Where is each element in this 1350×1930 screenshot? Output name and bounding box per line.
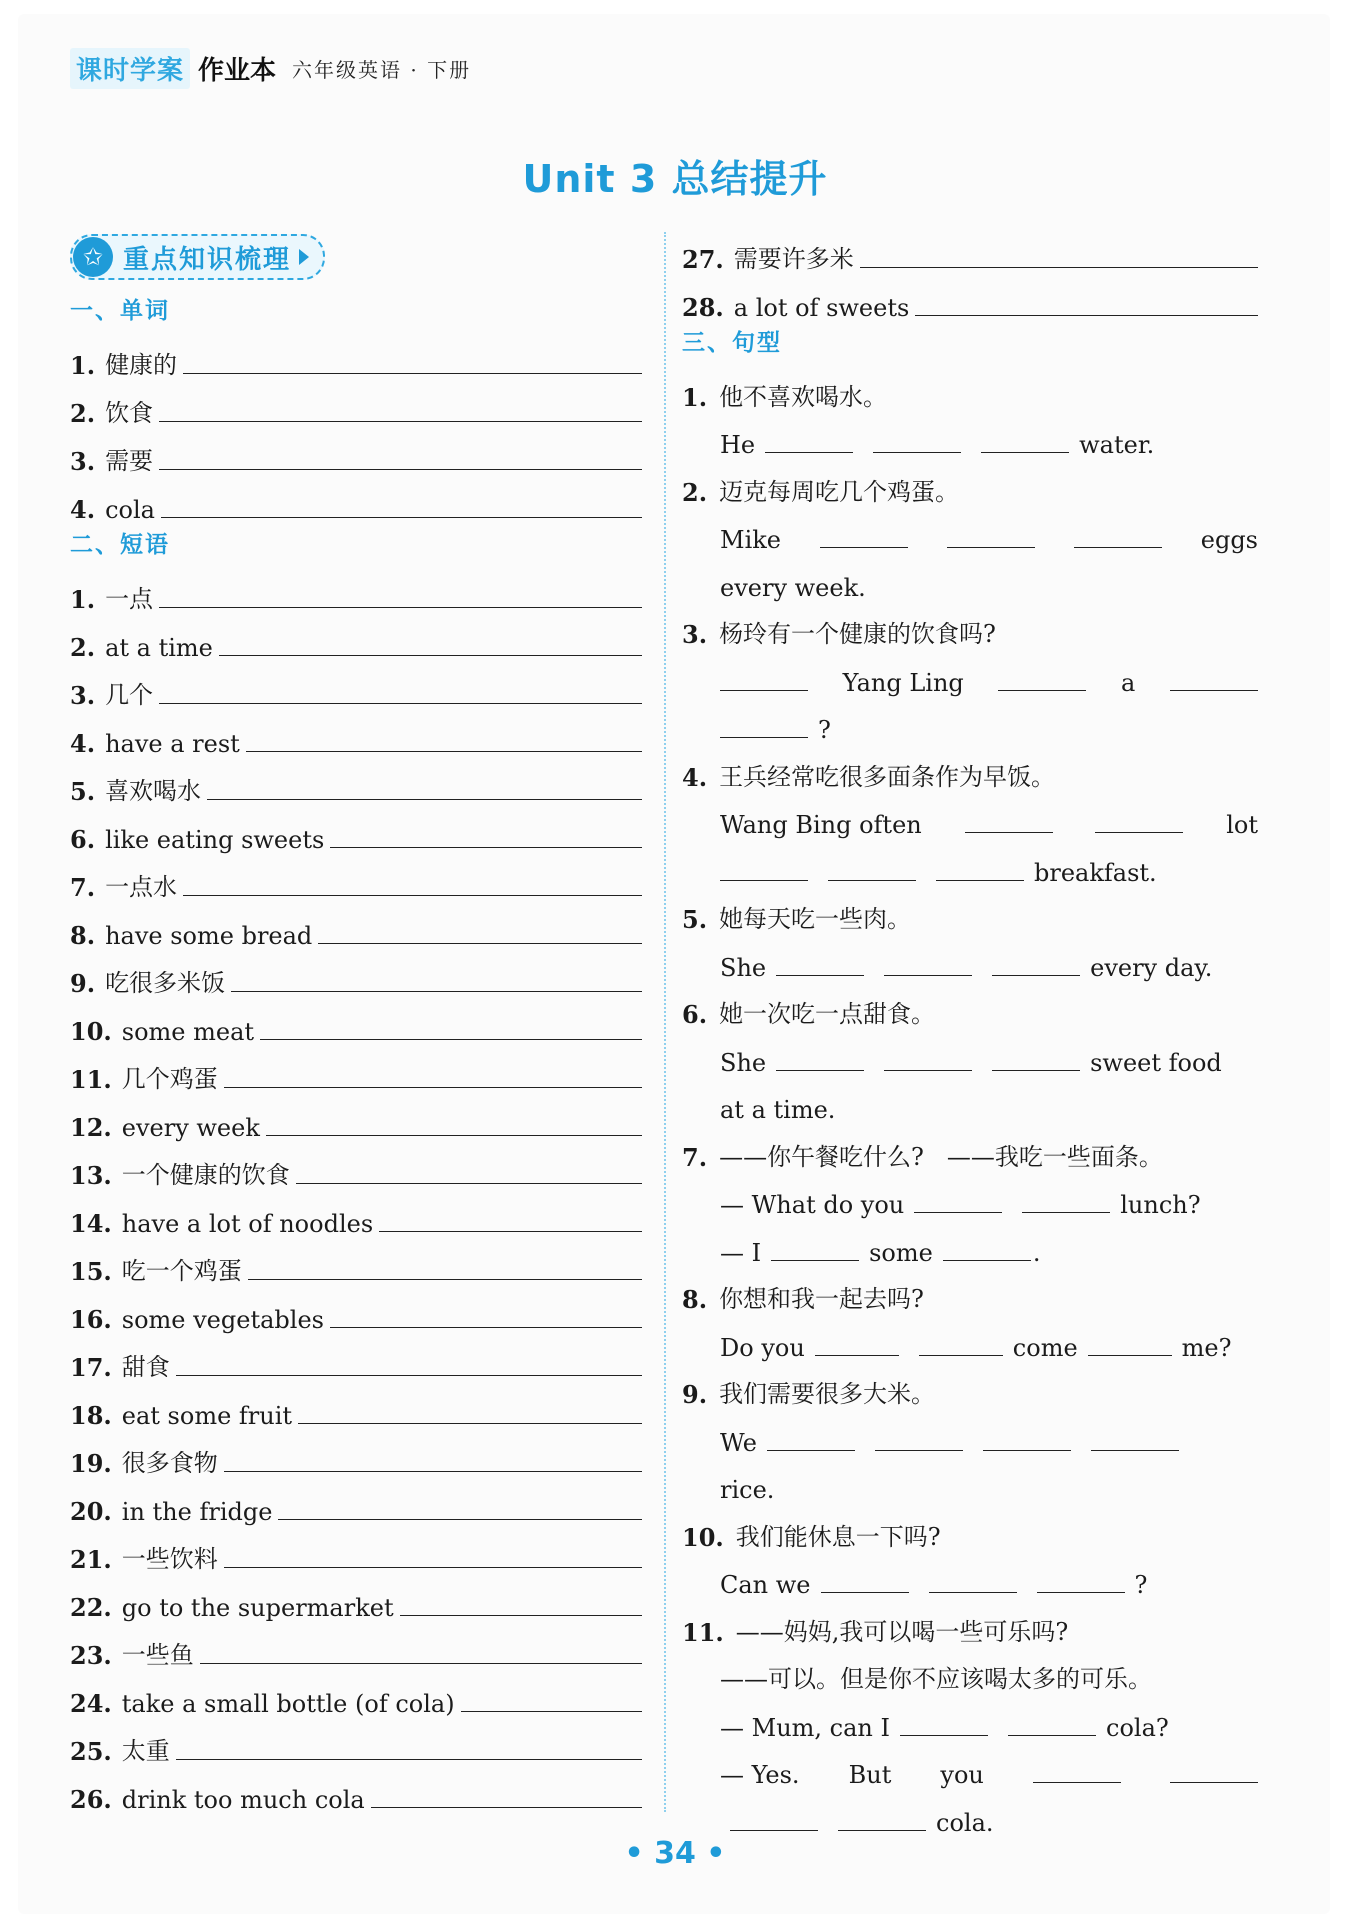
item-number: 8. [70, 921, 96, 950]
exercise-item [70, 902, 642, 950]
item-prompt: 几个 [105, 681, 154, 709]
chinese-prompt: ——你午餐吃什么? ——我吃一些面条。 [719, 1142, 1163, 1171]
answer-line[interactable] [159, 421, 642, 422]
item-prompt: 一些鱼 [121, 1641, 194, 1669]
exercise-item [70, 1478, 642, 1526]
exercise-item [70, 428, 642, 476]
answer-line[interactable] [207, 799, 642, 800]
answer-blank[interactable] [884, 974, 972, 976]
item-prompt: 几个鸡蛋 [121, 1065, 218, 1093]
answer-text: cola? [1106, 1713, 1169, 1742]
item-number: 6. [70, 825, 96, 854]
item-prompt: have a lot of noodles [121, 1210, 374, 1238]
item-number: 23. [70, 1641, 112, 1670]
answer-blank[interactable] [767, 1449, 855, 1451]
answer-blank[interactable] [919, 1354, 1003, 1356]
answer-line[interactable] [248, 1279, 642, 1280]
exercise-item [70, 1382, 642, 1430]
answer-text: — Yes. [720, 1761, 800, 1789]
answer-text: every day. [1090, 953, 1213, 982]
answer-blank[interactable] [820, 546, 908, 548]
item-number: 2. [70, 633, 96, 662]
chinese-prompt: 他不喜欢喝水。 [719, 382, 888, 411]
exercise-item [70, 1190, 642, 1238]
answer-blank[interactable] [929, 1591, 1017, 1593]
item-prompt: some vegetables [121, 1306, 324, 1334]
exercise-item [70, 476, 642, 524]
answer-text: ? [818, 716, 831, 744]
exercise-item [70, 806, 642, 854]
chinese-prompt: 她一次吃一点甜食。 [719, 1000, 936, 1028]
item-prompt: at a time [105, 634, 213, 662]
item-prompt: 吃一个鸡蛋 [121, 1257, 242, 1285]
exercise-item [70, 710, 642, 758]
answer-text: — I [720, 1238, 762, 1267]
question-number: 4. [682, 762, 708, 792]
chinese-prompt: 你想和我一起去吗? [719, 1285, 924, 1313]
exercise-item [70, 1142, 642, 1190]
item-number: 3. [70, 447, 96, 476]
badge-label: 重点知识梳理 [123, 244, 292, 275]
answer-blank[interactable] [821, 1591, 909, 1593]
item-number: 15. [70, 1257, 112, 1286]
question-number: 11. [682, 1617, 724, 1647]
answer-blank[interactable] [873, 451, 961, 453]
answer-line[interactable] [200, 1663, 642, 1664]
sentence-exercises [682, 364, 1258, 1837]
answer-text: ? [1134, 1571, 1148, 1599]
answer-line[interactable] [330, 847, 642, 848]
chinese-prompt: 我们需要很多大米。 [719, 1380, 936, 1408]
item-prompt: 健康的 [105, 351, 178, 379]
answer-text: We [720, 1428, 757, 1457]
item-number: 13. [70, 1161, 112, 1190]
item-number: 26. [70, 1785, 112, 1814]
answer-text: She [720, 1048, 767, 1077]
answer-blank[interactable] [965, 831, 1053, 833]
answer-blank[interactable] [983, 1449, 1071, 1451]
item-number: 7. [70, 873, 96, 902]
answer-line[interactable] [176, 1759, 642, 1760]
exercise-item [70, 1526, 642, 1574]
answer-blank[interactable] [1074, 546, 1162, 548]
exercise-item [70, 662, 642, 710]
answer-text: sweet food [1090, 1048, 1222, 1077]
answer-text: every week. [720, 573, 866, 602]
item-prompt: have some bread [105, 922, 313, 950]
answer-line[interactable] [224, 1471, 642, 1472]
answer-blank[interactable] [838, 1829, 926, 1831]
exercise-item [70, 1718, 642, 1766]
answer-text: at a time. [720, 1096, 836, 1124]
item-prompt: 很多食物 [121, 1449, 218, 1477]
answer-line[interactable] [371, 1807, 642, 1808]
exercise-item [682, 274, 1258, 322]
answer-blank[interactable] [943, 1259, 1031, 1261]
item-prompt: 一个健康的饮食 [121, 1161, 290, 1189]
exercise-item [70, 614, 642, 662]
answer-text: — Mum, can I [720, 1713, 890, 1742]
exercise-item [70, 332, 642, 380]
answer-line[interactable] [330, 1327, 642, 1328]
answer-line[interactable] [260, 1039, 642, 1040]
item-prompt: 吃很多米饭 [105, 969, 226, 997]
chinese-prompt: ——可以。但是你不应该喝太多的可乐。 [720, 1665, 1152, 1693]
item-number: 4. [70, 495, 96, 524]
answer-line[interactable] [183, 373, 642, 374]
section-heading-words: 一、单词 [70, 298, 170, 324]
exercise-item [70, 950, 642, 998]
answer-line[interactable] [224, 1567, 642, 1568]
answer-line[interactable] [161, 517, 642, 518]
item-prompt: cola [105, 496, 155, 524]
item-prompt: 一点 [105, 585, 154, 613]
answer-line[interactable] [400, 1615, 642, 1616]
answer-line[interactable] [296, 1183, 642, 1184]
item-number: 1. [70, 351, 96, 380]
question-number: 10. [682, 1522, 724, 1552]
answer-text: some [869, 1238, 933, 1267]
item-prompt: 一点水 [105, 873, 178, 901]
item-number: 28. [682, 293, 724, 322]
exercise-item [70, 854, 642, 902]
answer-blank[interactable] [992, 1069, 1080, 1071]
answer-text: — What do you [720, 1191, 905, 1219]
answer-line[interactable] [159, 703, 642, 704]
item-number: 4. [70, 729, 96, 758]
answer-blank[interactable] [1170, 689, 1258, 691]
item-number: 12. [70, 1113, 112, 1142]
answer-blank[interactable] [720, 879, 808, 881]
phrases-list-continued [682, 226, 1258, 322]
exercise-item [70, 1766, 642, 1814]
chinese-prompt: 迈克每周吃几个鸡蛋。 [719, 477, 960, 506]
answer-blank[interactable] [1091, 1449, 1179, 1451]
answer-blank[interactable] [1088, 1354, 1172, 1356]
answer-blank[interactable] [998, 689, 1086, 691]
page-number: • 34 • [624, 1836, 726, 1871]
exercise-item [70, 998, 642, 1046]
question-number: 7. [682, 1142, 708, 1172]
answer-line[interactable] [183, 895, 642, 896]
item-prompt: take a small bottle (of cola) [121, 1690, 455, 1718]
answer-blank[interactable] [1037, 1591, 1125, 1593]
chinese-prompt: ——妈妈,我可以喝一些可乐吗? [735, 1617, 1069, 1646]
answer-blank[interactable] [815, 1354, 899, 1356]
item-number: 22. [70, 1593, 112, 1622]
exercise-item [70, 566, 642, 614]
exercise-item [70, 1238, 642, 1286]
answer-blank[interactable] [1033, 1781, 1121, 1783]
answer-blank[interactable] [900, 1734, 988, 1736]
answer-line[interactable] [176, 1375, 642, 1376]
item-prompt: some meat [121, 1018, 255, 1046]
answer-line[interactable] [461, 1711, 642, 1712]
item-prompt: go to the supermarket [121, 1594, 394, 1622]
answer-text: rice. [720, 1476, 775, 1504]
answer-blank[interactable] [884, 1069, 972, 1071]
item-prompt: 需要 [105, 447, 154, 475]
page-title: Unit 3 总结提升 [522, 157, 828, 201]
item-prompt: like eating sweets [105, 826, 325, 854]
item-prompt: 一些饮料 [121, 1545, 218, 1573]
item-number: 10. [70, 1017, 112, 1046]
item-number: 5. [70, 777, 96, 806]
page-header [70, 48, 471, 88]
chinese-prompt: 她每天吃一些肉。 [719, 905, 912, 933]
answer-blank[interactable] [720, 689, 808, 691]
answer-line[interactable] [266, 1135, 642, 1136]
answer-text: Mike [720, 526, 781, 554]
triangle-right-icon [299, 249, 309, 265]
answer-text: come [1012, 1333, 1078, 1362]
item-prompt: 太重 [121, 1737, 170, 1765]
answer-blank[interactable] [981, 451, 1069, 453]
question-number: 1. [682, 382, 708, 412]
answer-line[interactable] [231, 991, 642, 992]
question-number: 9. [682, 1380, 708, 1409]
section-badge [70, 234, 325, 280]
item-number: 25. [70, 1737, 112, 1766]
item-prompt: 喜欢喝水 [105, 777, 202, 805]
answer-text: cola. [936, 1808, 994, 1837]
exercise-item [70, 380, 642, 428]
question-number: 8. [682, 1285, 708, 1314]
answer-blank[interactable] [720, 736, 808, 738]
chinese-prompt: 杨玲有一个健康的饮食吗? [719, 620, 996, 648]
right-column [682, 226, 1258, 1837]
answer-line[interactable] [915, 315, 1258, 316]
item-number: 21. [70, 1545, 112, 1574]
answer-blank[interactable] [730, 1829, 818, 1831]
item-prompt: 饮食 [105, 399, 154, 427]
answer-text: you [940, 1761, 984, 1789]
exercise-item [70, 1574, 642, 1622]
item-number: 20. [70, 1497, 112, 1526]
question-number: 3. [682, 620, 708, 649]
question-number: 5. [682, 905, 708, 934]
item-prompt: every week [121, 1114, 260, 1142]
answer-text: lot [1226, 811, 1258, 839]
item-prompt: 需要许多米 [733, 245, 854, 273]
exercise-item [70, 1046, 642, 1094]
answer-blank[interactable] [1170, 1781, 1258, 1783]
answer-blank[interactable] [992, 974, 1080, 976]
exercise-item [70, 758, 642, 806]
answer-blank[interactable] [1022, 1211, 1110, 1213]
answer-blank[interactable] [936, 879, 1024, 881]
chinese-prompt: 王兵经常吃很多面条作为早饭。 [719, 762, 1056, 791]
item-number: 18. [70, 1401, 112, 1430]
item-prompt: a lot of sweets [733, 294, 910, 322]
item-number: 27. [682, 245, 724, 274]
answer-line[interactable] [860, 267, 1258, 268]
answer-line[interactable] [246, 751, 642, 752]
answer-text: . [1032, 1238, 1041, 1267]
item-number: 19. [70, 1449, 112, 1478]
item-prompt: eat some fruit [121, 1402, 293, 1430]
answer-line[interactable] [224, 1087, 642, 1088]
item-prompt: drink too much cola [121, 1786, 365, 1814]
star-icon: ✩ [73, 237, 113, 277]
answer-text: Wang Bing often [720, 811, 922, 839]
question-number: 6. [682, 1000, 708, 1029]
exercise-item [70, 1286, 642, 1334]
exercise-item [70, 1334, 642, 1382]
answer-text: eggs [1200, 526, 1258, 554]
column-divider [664, 232, 666, 1812]
item-prompt: 甜食 [121, 1353, 170, 1381]
chinese-prompt: 我们能休息一下吗? [735, 1522, 941, 1551]
words-list [70, 332, 642, 524]
answer-line[interactable] [318, 943, 642, 944]
answer-blank[interactable] [765, 451, 853, 453]
exercise-item [70, 1430, 642, 1478]
answer-line[interactable] [159, 607, 642, 608]
answer-blank[interactable] [776, 974, 864, 976]
answer-text: breakfast. [1034, 858, 1157, 887]
answer-text: a [1121, 668, 1136, 697]
left-column [70, 230, 642, 1814]
answer-blank[interactable] [947, 546, 1035, 548]
answer-blank[interactable] [828, 879, 916, 881]
answer-blank[interactable] [776, 1069, 864, 1071]
exercise-item [70, 1670, 642, 1718]
section-heading-sentences: 三、句型 [682, 330, 782, 356]
item-number: 1. [70, 585, 96, 614]
answer-text: Yang Ling [842, 668, 964, 697]
series-logo: 课时学案 [70, 48, 190, 89]
answer-line[interactable] [159, 469, 642, 470]
answer-line[interactable] [219, 655, 642, 656]
item-prompt: in the fridge [121, 1498, 273, 1526]
answer-text: Can we [720, 1571, 811, 1599]
answer-line[interactable] [298, 1423, 642, 1424]
item-number: 9. [70, 969, 96, 998]
item-number: 17. [70, 1353, 112, 1382]
item-number: 3. [70, 681, 96, 710]
item-prompt: have a rest [105, 730, 240, 758]
phrases-list [70, 566, 642, 1814]
section-heading-phrases: 二、短语 [70, 532, 170, 558]
answer-text: lunch? [1120, 1191, 1201, 1219]
answer-text: She [720, 953, 767, 982]
answer-text: me? [1181, 1333, 1232, 1362]
answer-line[interactable] [278, 1519, 642, 1520]
answer-blank[interactable] [1095, 831, 1183, 833]
answer-text: Do you [720, 1333, 805, 1362]
item-number: 24. [70, 1689, 112, 1718]
answer-blank[interactable] [1008, 1734, 1096, 1736]
answer-text: water. [1079, 431, 1155, 459]
answer-blank[interactable] [875, 1449, 963, 1451]
exercise-item [70, 1622, 642, 1670]
item-number: 2. [70, 399, 96, 428]
item-number: 16. [70, 1305, 112, 1334]
exercise-item [70, 1094, 642, 1142]
exercise-item [682, 226, 1258, 274]
question-number: 2. [682, 477, 708, 507]
answer-line[interactable] [379, 1231, 642, 1232]
item-number: 14. [70, 1209, 112, 1238]
item-number: 11. [70, 1065, 112, 1094]
answer-blank[interactable] [771, 1259, 859, 1261]
answer-text: But [848, 1761, 892, 1789]
answer-blank[interactable] [914, 1211, 1002, 1213]
book-type: 作业本 [198, 55, 277, 86]
answer-text: He [720, 431, 756, 459]
book-subtitle: 六年级英语 · 下册 [292, 57, 472, 82]
